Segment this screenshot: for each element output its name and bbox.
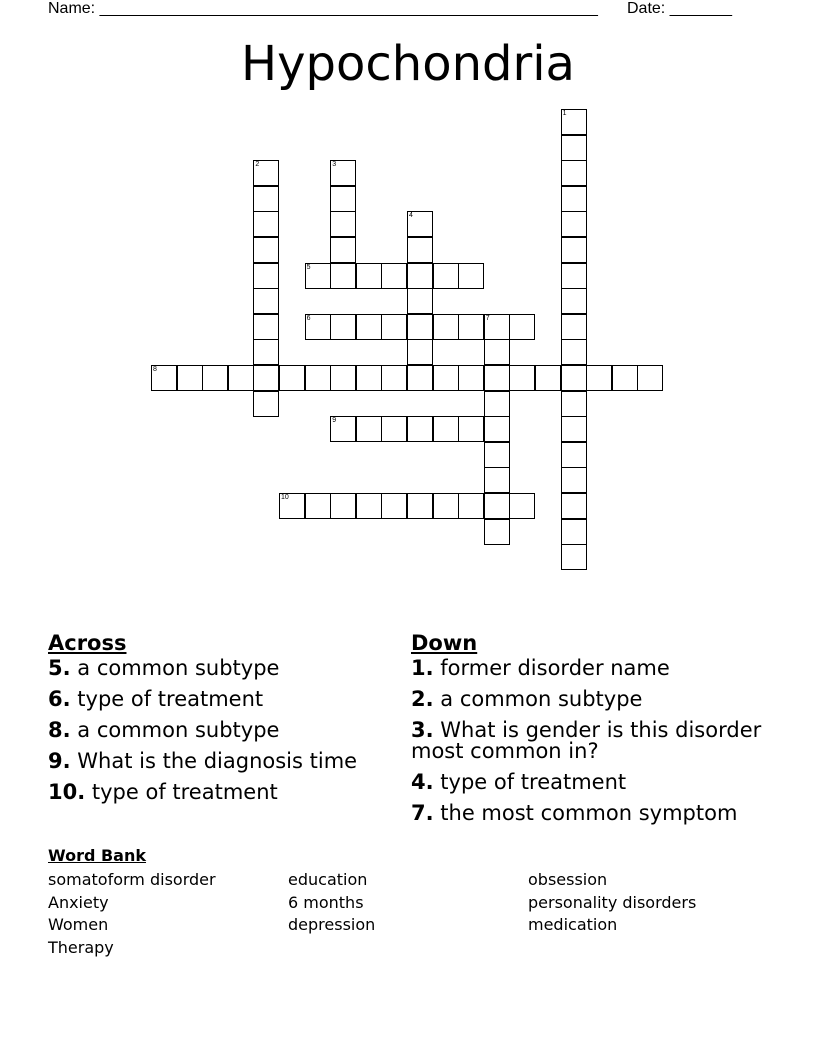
word-bank-item: 6 months [288,892,364,912]
crossword-cell[interactable] [535,365,561,391]
word-bank-item: Anxiety [48,892,109,912]
crossword-cell[interactable] [561,314,587,340]
crossword-cell[interactable] [433,416,459,442]
crossword-cell[interactable] [561,339,587,365]
crossword-cell[interactable] [330,365,356,391]
down-clues [411,630,781,834]
crossword-cell[interactable] [305,263,331,289]
crossword-cell[interactable] [458,416,484,442]
crossword-cell[interactable] [458,365,484,391]
clue-number: 1 [562,110,567,117]
crossword-cell[interactable] [279,493,305,519]
clue-number: 9 [332,417,337,425]
crossword-cell[interactable] [561,135,587,161]
word-bank-item: medication [528,915,618,934]
crossword-cell[interactable] [381,365,407,391]
word-bank-item: obsession [528,870,608,889]
crossword-cell[interactable] [253,314,279,340]
crossword-cell[interactable] [561,365,587,391]
crossword-cell[interactable] [561,416,587,442]
crossword-cell[interactable] [433,263,459,289]
crossword-cell[interactable] [561,467,587,493]
crossword-cell[interactable] [612,365,638,391]
crossword-cell[interactable] [330,160,356,186]
crossword-cell[interactable] [561,442,587,468]
crossword-cell[interactable] [561,391,587,417]
down-clue: 7. the most common symptom [411,801,738,825]
crossword-cell[interactable] [381,314,407,340]
crossword-cell[interactable] [561,493,587,519]
crossword-cell[interactable] [253,391,279,417]
crossword-cell[interactable] [561,211,587,237]
puzzle-title: Hypochondria [241,36,575,92]
crossword-cell[interactable] [330,211,356,237]
down-clue: 1. former disorder name [411,656,670,680]
crossword-cell[interactable] [433,365,459,391]
word-bank-item: somatoform disorder [48,870,216,889]
crossword-cell[interactable] [407,493,433,519]
date-field-label: Date: _______ [627,0,732,17]
crossword-cell[interactable] [253,339,279,365]
crossword-cell[interactable] [484,493,510,519]
crossword-cell[interactable] [330,416,356,442]
crossword-cell[interactable] [509,314,535,340]
crossword-cell[interactable] [484,365,510,391]
crossword-cell[interactable] [228,365,254,391]
crossword-cell[interactable] [305,493,331,519]
crossword-cell[interactable] [561,263,587,289]
word-bank-item: Women [48,915,109,934]
crossword-cell[interactable] [637,365,663,391]
crossword-cell[interactable] [561,544,587,570]
down-clue: 4. type of treatment [411,770,627,794]
crossword-cell[interactable] [484,391,510,417]
name-field-label: Name: ________________________________________________________ [48,0,598,17]
crossword-cell[interactable] [458,493,484,519]
crossword-cell[interactable] [586,365,612,391]
crossword-cell[interactable] [253,263,279,289]
crossword-cell[interactable] [458,314,484,340]
crossword-cell[interactable] [253,288,279,314]
clue-number: 2 [255,161,260,169]
crossword-cell[interactable] [356,263,382,289]
crossword-cell[interactable] [356,416,382,442]
crossword-cell[interactable] [509,365,535,391]
crossword-cell[interactable] [561,288,587,314]
crossword-cell[interactable] [484,442,510,468]
crossword-cell[interactable] [561,519,587,545]
crossword-cell[interactable] [484,416,510,442]
across-clue: 9. What is the diagnosis time [48,749,358,773]
word-bank-column [528,869,696,937]
crossword-cell[interactable] [356,493,382,519]
crossword-cell[interactable] [381,493,407,519]
word-bank-column [48,869,216,959]
crossword-cell[interactable] [253,186,279,212]
crossword-cell[interactable] [561,109,587,135]
across-clue: 8. a common subtype [48,718,280,742]
crossword-cell[interactable] [330,237,356,263]
clue-number: 4 [409,212,413,220]
clue-number: 10 [281,494,289,501]
crossword-cell[interactable] [151,365,177,391]
crossword-cell[interactable] [253,237,279,263]
crossword-cell[interactable] [253,365,279,391]
clue-number: 6 [306,314,311,322]
crossword-cell[interactable] [561,237,587,263]
crossword-cell[interactable] [407,263,433,289]
crossword-cell[interactable] [330,186,356,212]
crossword-cell[interactable] [253,160,279,186]
crossword-cell[interactable] [407,237,433,263]
crossword-cell[interactable] [177,365,203,391]
crossword-cell[interactable] [484,339,510,365]
crossword-cell[interactable] [330,493,356,519]
crossword-cell[interactable] [279,365,305,391]
crossword-cell[interactable] [561,160,587,186]
word-bank-item: Therapy [48,937,114,957]
crossword-cell[interactable] [407,211,433,237]
word-bank-item: depression [288,915,376,934]
crossword-cell[interactable] [381,263,407,289]
crossword-cell[interactable] [433,314,459,340]
across-clue: 10. type of treatment [48,780,278,804]
crossword-cell[interactable] [356,314,382,340]
across-clue: 6. type of treatment [48,687,264,711]
down-clue: 3. What is gender is this disorder most common in? [411,718,762,763]
crossword-cell[interactable] [202,365,228,391]
clue-number: 3 [332,161,337,169]
across-clues [48,630,408,813]
crossword-cell[interactable] [484,519,510,545]
clue-number: 8 [153,366,157,373]
crossword-cell[interactable] [458,263,484,289]
clue-number: 7 [485,314,490,322]
crossword-cell[interactable] [253,211,279,237]
across-clue: 5. a common subtype [48,656,280,680]
crossword-cell[interactable] [330,314,356,340]
crossword-cell[interactable] [433,493,459,519]
crossword-cell[interactable] [407,365,433,391]
crossword-cell[interactable] [356,365,382,391]
crossword-cell[interactable] [407,288,433,314]
down-heading: Down [411,631,478,655]
word-bank-column [288,869,375,937]
crossword-cell[interactable] [561,186,587,212]
crossword-cell[interactable] [330,263,356,289]
word-bank-item: education [288,870,368,889]
crossword-cell[interactable] [484,467,510,493]
crossword-cell[interactable] [305,314,331,340]
crossword-cell[interactable] [509,493,535,519]
crossword-cell[interactable] [381,416,407,442]
word-bank-heading: Word Bank [48,846,147,865]
crossword-cell[interactable] [407,416,433,442]
crossword-cell[interactable] [305,365,331,391]
crossword-cell[interactable] [407,314,433,340]
crossword-cell[interactable] [407,339,433,365]
down-clue: 2. a common subtype [411,687,643,711]
word-bank-item: personality disorders [528,892,697,912]
across-heading: Across [48,631,127,655]
crossword-cell[interactable] [484,314,510,340]
clue-number: 5 [306,263,311,271]
